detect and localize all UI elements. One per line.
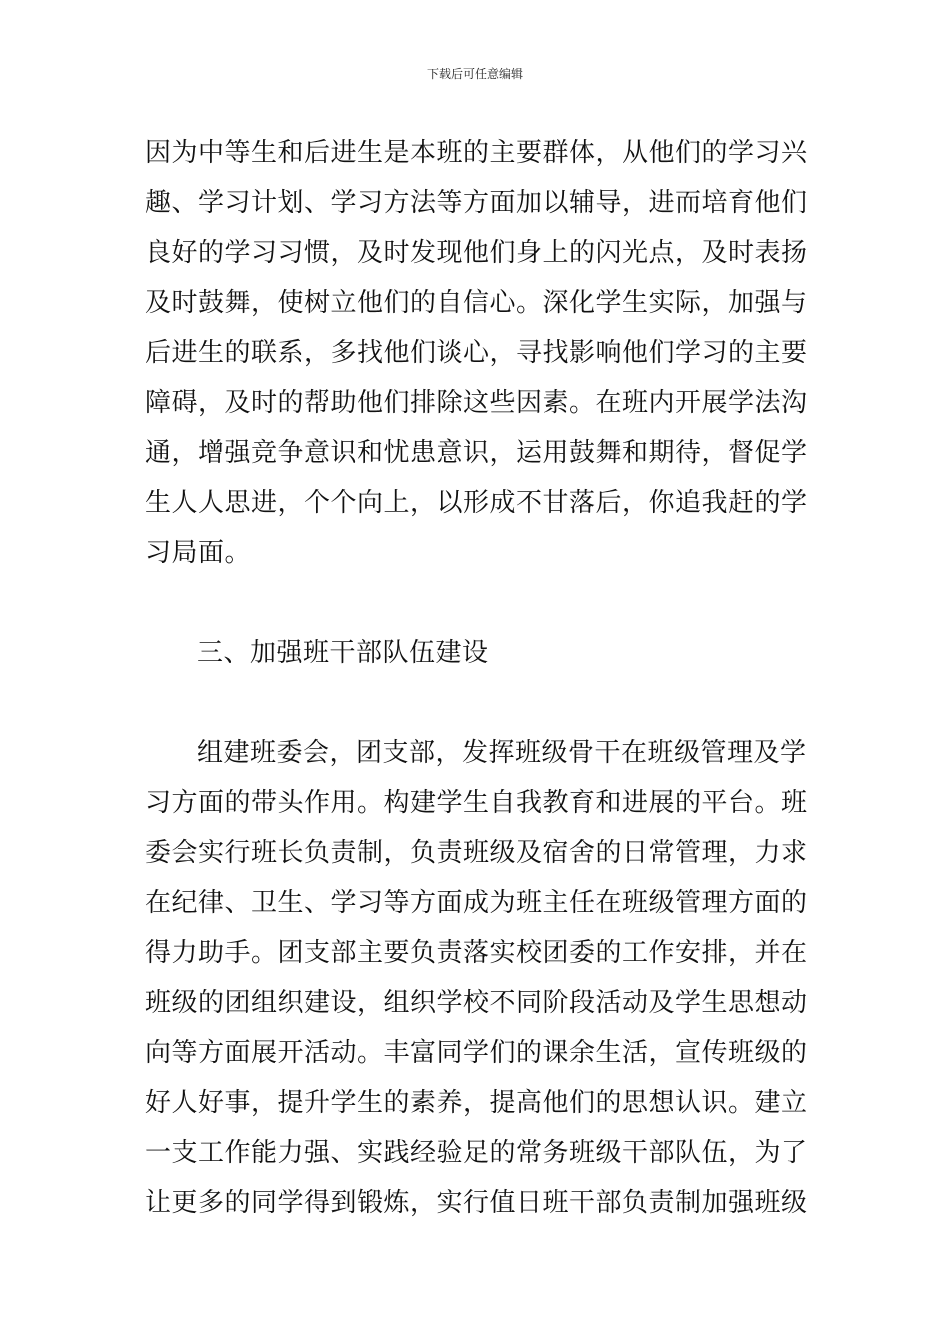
paragraph-line: 向等方面展开活动。丰富同学们的课余生活，宣传班级的 — [145, 1038, 808, 1068]
paragraph-1 — [145, 128, 810, 578]
paragraph-line: 在纪律、卫生、学习等方面成为班主任在班级管理方面的 — [145, 888, 808, 918]
paragraph-line: 趣、学习计划、学习方法等方面加以辅导，进而培育他们 — [145, 188, 808, 218]
paragraph-line: 后进生的联系，多找他们谈心，寻找影响他们学习的主要 — [145, 338, 808, 368]
paragraph-line: 得力助手。团支部主要负责落实校团委的工作安排，并在 — [145, 938, 808, 968]
paragraph-line: 班级的团组织建设，组织学校不同阶段活动及学生思想动 — [145, 988, 808, 1018]
paragraph-line: 因为中等生和后进生是本班的主要群体，从他们的学习兴 — [145, 138, 808, 168]
paragraph-line: 让更多的同学得到锻炼，实行值日班干部负责制加强班级 — [145, 1188, 808, 1218]
paragraph-line: 通，增强竞争意识和忧患意识，运用鼓舞和期待，督促学 — [145, 438, 808, 468]
paragraph-spacer — [145, 678, 810, 728]
paragraph-line: 障碍，及时的帮助他们排除这些因素。在班内开展学法沟 — [145, 388, 808, 418]
paragraph-line: 一支工作能力强、实践经验足的常务班级干部队伍，为了 — [145, 1138, 808, 1168]
paragraph-line: 好人好事，提升学生的素养，提高他们的思想认识。建立 — [145, 1088, 808, 1118]
paragraph-line: 习方面的带头作用。构建学生自我教育和进展的平台。班 — [145, 788, 808, 818]
paragraph-line: 良好的学习习惯，及时发现他们身上的闪光点，及时表扬 — [145, 238, 808, 268]
paragraph-line: 委会实行班长负责制，负责班级及宿舍的日常管理，力求 — [145, 838, 808, 868]
page-header: 下载后可任意编辑 — [426, 67, 523, 81]
paragraph-2 — [145, 728, 810, 1228]
section-heading: 三、加强班干部队伍建设 — [197, 638, 489, 668]
paragraph-spacer — [145, 578, 810, 628]
paragraph-line: 组建班委会，团支部，发挥班级骨干在班级管理及学 — [197, 738, 807, 768]
paragraph-line: 及时鼓舞，使树立他们的自信心。深化学生实际，加强与 — [145, 288, 808, 318]
paragraph-line: 习局面。 — [145, 538, 252, 568]
paragraph-line: 生人人思进，个个向上，以形成不甘落后，你追我赶的学 — [145, 488, 808, 518]
document-body — [145, 128, 810, 1228]
